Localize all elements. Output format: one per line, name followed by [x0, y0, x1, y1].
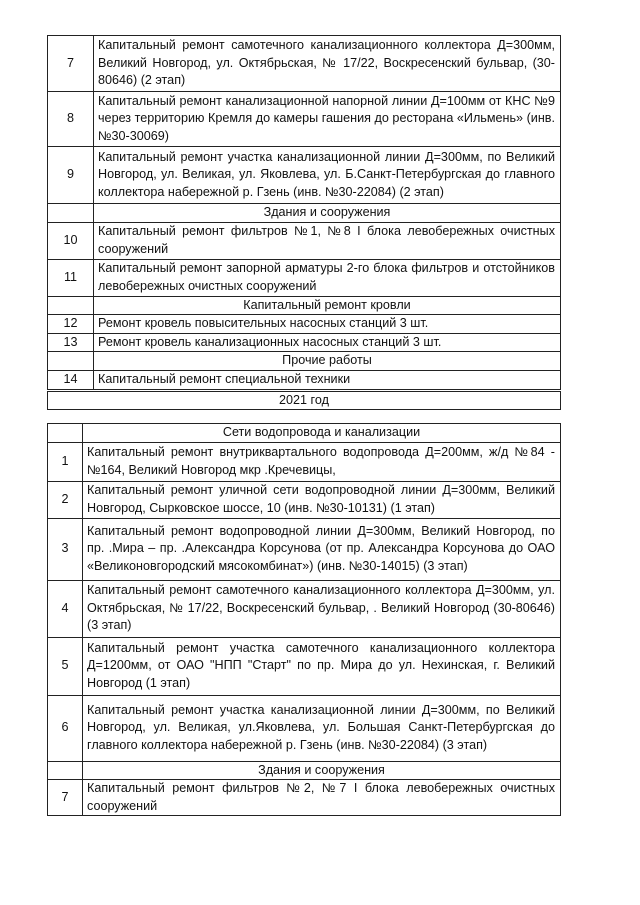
table-row	[48, 222, 561, 259]
year-heading: 2021 год	[48, 390, 561, 410]
section-heading: Здания и сооружения	[94, 204, 561, 223]
row-number: 7	[48, 36, 94, 92]
row-description: Ремонт кровель повысительных насосных станций 3 шт.	[94, 315, 561, 334]
table-row	[48, 442, 561, 481]
table-row	[48, 315, 561, 334]
row-description: Капитальный ремонт фильтров №1, №8 I блока левобережных очистных сооружений	[94, 222, 561, 259]
table-row	[48, 780, 561, 816]
row-description: Капитальный ремонт специальной техники	[94, 370, 561, 390]
row-description: Капитальный ремонт водопроводной линии Д=300мм, Великий Новгород, по пр. .Мира – пр. .Александра Корсунова (от пр. Александра Корсунова до ОАО «Великоновгородский мясокомбинат») (инв. №30-14015) (3 этап)	[83, 518, 561, 580]
section-heading: Прочие работы	[94, 352, 561, 371]
table-row	[48, 518, 561, 580]
works-table	[47, 35, 561, 410]
row-number: 11	[48, 259, 94, 296]
table-row	[48, 580, 561, 637]
section-heading: Здания и сооружения	[83, 761, 561, 780]
row-number: 5	[48, 637, 83, 695]
row-description: Капитальный ремонт участка канализационной линии Д=300мм, по Великий Новгород, ул. Великая, ул.Яковлева, ул. Большая Санкт-Петербургская до главного коллектора набережной р. Гзень (инв. №30-22084) (3 этап)	[83, 695, 561, 761]
row-number: 10	[48, 222, 94, 259]
table-row	[48, 695, 561, 761]
row-number: 4	[48, 580, 83, 637]
row-number: 14	[48, 370, 94, 390]
row-description: Капитальный ремонт уличной сети водопроводной линии Д=300мм, Великий Новгород, Сырковское шоссе, 10 (инв. №30-10131) (1 этап)	[83, 481, 561, 518]
row-number: 8	[48, 92, 94, 147]
section-heading-row	[48, 424, 561, 443]
row-description: Капитальный ремонт запорной арматуры 2-го блока фильтров и отстойников левобережных очистных сооружений	[94, 259, 561, 296]
section-heading-row	[48, 296, 561, 315]
row-description: Капитальный ремонт участка самотечного канализационного коллектора Д=1200мм, от ОАО "НПП "Старт" по пр. Мира до ул. Нехинская, г. Великий Новгород (1 этап)	[83, 637, 561, 695]
row-number: 12	[48, 315, 94, 334]
row-number: 6	[48, 695, 83, 761]
row-description: Капитальный ремонт фильтров №2, №7 I блока левобережных очистных сооружений	[83, 780, 561, 816]
works-table-2021	[47, 423, 561, 816]
table-row	[48, 147, 561, 204]
section-heading-row	[48, 352, 561, 371]
table-row	[48, 259, 561, 296]
row-number: 7	[48, 780, 83, 816]
section-heading-row	[48, 204, 561, 223]
row-description: Капитальный ремонт канализационной напорной линии Д=100мм от КНС №9 через территорию Кремля до камеры гашения до ресторана «Ильмень» (инв. №30-30069)	[94, 92, 561, 147]
table-row	[48, 333, 561, 352]
row-description: Капитальный ремонт самотечного канализационного коллектора Д=300мм, ул. Октябрьская, № 17/22, Воскресенский бульвар, . Великий Новгород (30-80646) (3 этап)	[83, 580, 561, 637]
row-number: 2	[48, 481, 83, 518]
section-heading: Капитальный ремонт кровли	[94, 296, 561, 315]
row-number: 1	[48, 442, 83, 481]
row-description: Капитальный ремонт самотечного канализационного коллектора Д=300мм, Великий Новгород, ул. Октябрьская, № 17/22, Воскресенский бульвар, (30-80646) (2 этап)	[94, 36, 561, 92]
table-row	[48, 481, 561, 518]
table-row	[48, 637, 561, 695]
table-row	[48, 92, 561, 147]
table-row	[48, 370, 561, 390]
row-description: Ремонт кровель канализационных насосных станций 3 шт.	[94, 333, 561, 352]
year-heading-row	[48, 390, 561, 410]
row-number: 9	[48, 147, 94, 204]
table-row	[48, 36, 561, 92]
section-heading: Сети водопровода и канализации	[83, 424, 561, 443]
row-number: 13	[48, 333, 94, 352]
row-number: 3	[48, 518, 83, 580]
section-heading-row	[48, 761, 561, 780]
row-description: Капитальный ремонт внутриквартального водопровода Д=200мм, ж/д №84 - №164, Великий Новгород мкр .Кречевицы,	[83, 442, 561, 481]
row-description: Капитальный ремонт участка канализационной линии Д=300мм, по Великий Новгород, ул. Великая, ул. Яковлева, ул. Б.Санкт-Петербургская до главного коллектора набережной р. Гзень (инв. №30-22084) (2 этап)	[94, 147, 561, 204]
